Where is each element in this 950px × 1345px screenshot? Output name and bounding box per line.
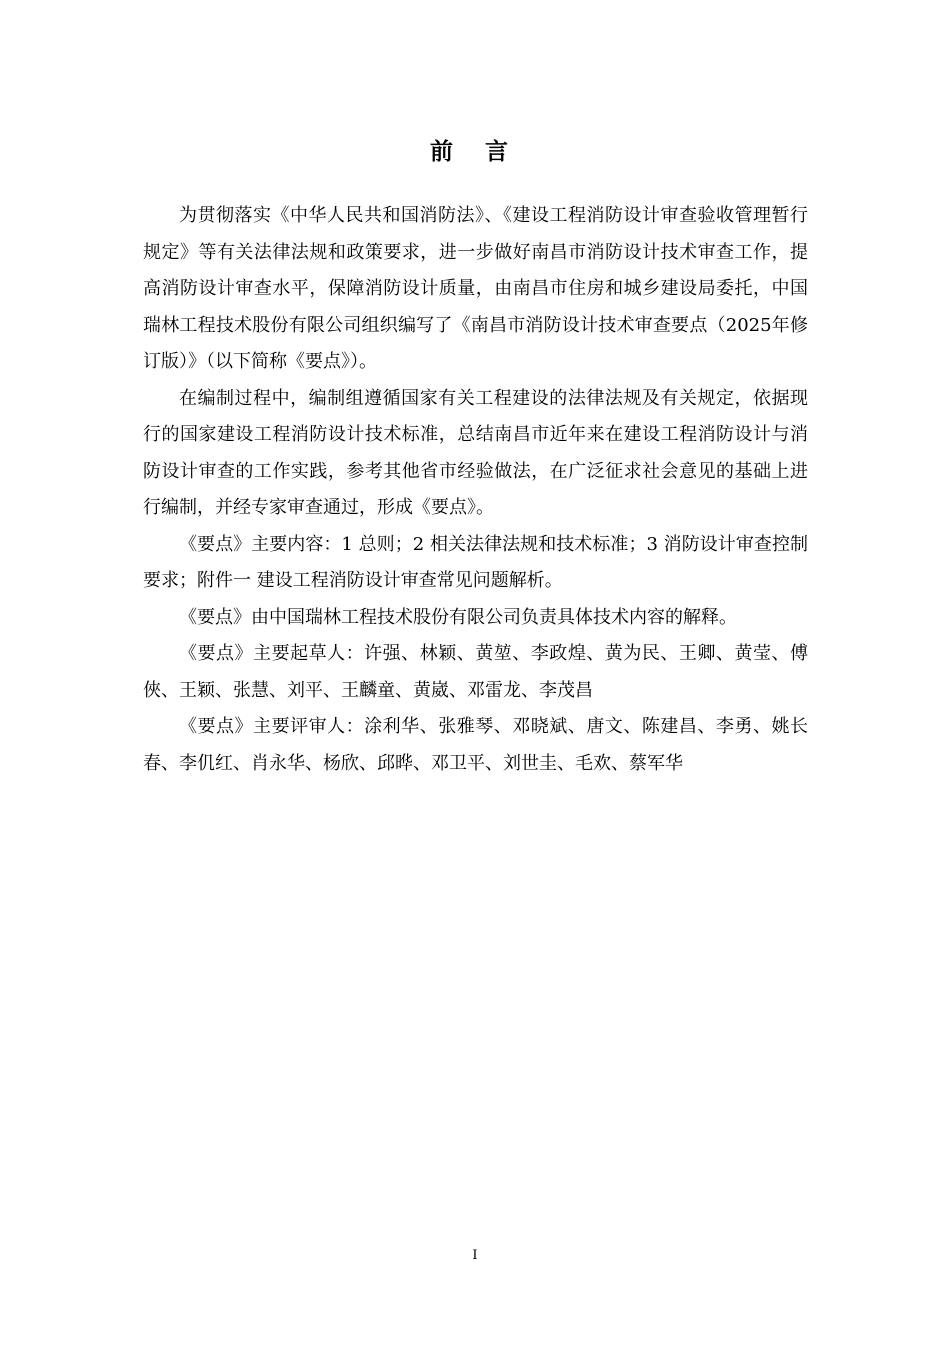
body-text (143, 198, 808, 782)
paragraph-reviewers: 《要点》主要评审人：涂利华、张雅琴、邓晓斌、唐文、陈建昌、李勇、姚长春、李仉红、肖永华、杨欣、邱晔、邓卫平、刘世圭、毛欢、蔡军华 (143, 716, 808, 774)
paragraph-main-contents: 《要点》主要内容：1 总则；2 相关法律法规和技术标准；3 消防设计审查控制要求；附件一 建设工程消防设计审查常见问题解析。 (143, 533, 808, 591)
paragraph-compilation-process: 在编制过程中，编制组遵循国家有关工程建设的法律法规及有关规定，依据现行的国家建设工程消防设计技术标准，总结南昌市近年来在建设工程消防设计与消防设计审查的工作实践，参考其他省市经验做法，在广泛征求社会意见的基础上进行编制，并经专家审查通过，形成《要点》。 (143, 387, 808, 518)
paragraph-drafters: 《要点》主要起草人：许强、林颖、黄堃、李政煌、黄为民、王卿、黄莹、傅俠、王颖、张慧、刘平、王麟童、黄崴、邓雷龙、李茂昌 (143, 643, 808, 701)
paragraph-interpretation: 《要点》由中国瑞林工程技术股份有限公司负责具体技术内容的解释。 (179, 606, 737, 628)
page-number: I (472, 1248, 478, 1263)
page-title: 前 言 (429, 138, 520, 165)
paragraph-purpose: 为贯彻落实《中华人民共和国消防法》、《建设工程消防设计审查验收管理暂行规定》等有关法律法规和政策要求，进一步做好南昌市消防设计技术审查工作，提高消防设计审查水平，保障消防设计质量，由南昌市住房和城乡建设局委托，中国瑞林工程技术股份有限公司组织编写了《南昌市消防设计技术审查要点（2025年修订版）》（以下简称《要点》）。 (143, 205, 808, 372)
